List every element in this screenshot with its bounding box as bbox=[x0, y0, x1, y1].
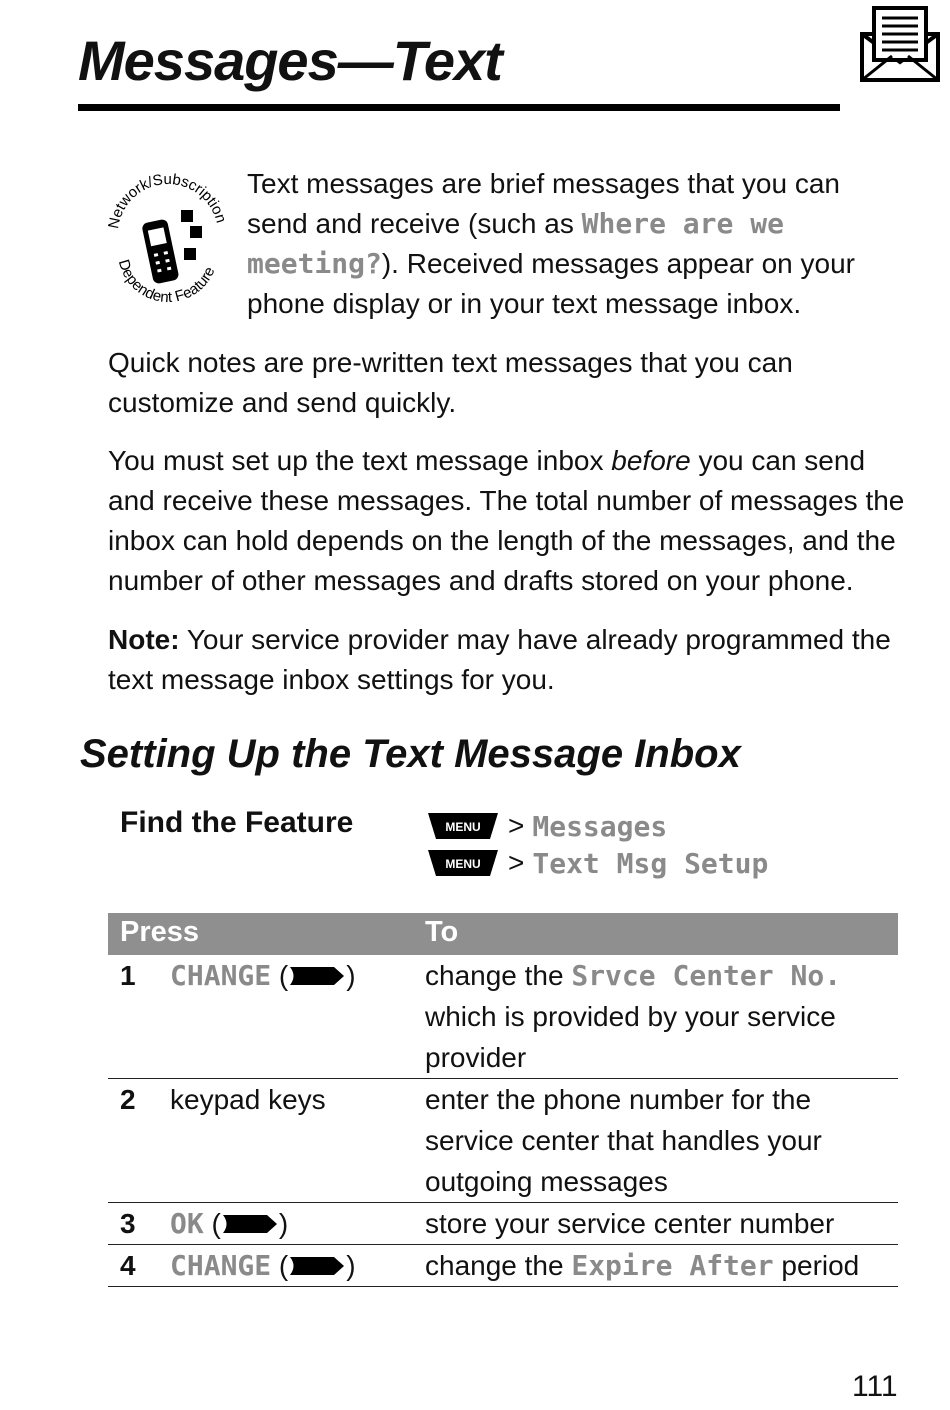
setup-paragraph: You must set up the text message inbox before you can send and receive these messages. The total number of messages the inbox can hold depends on the length of the messages, and the number of other messages and drafts stored on your phone. bbox=[108, 445, 905, 596]
setting-name: Srvce Center No. bbox=[571, 959, 842, 992]
press-cell: OK ( ) bbox=[170, 1207, 289, 1240]
find-the-feature-label: Find the Feature bbox=[120, 806, 354, 839]
step-number: 4 bbox=[120, 1250, 136, 1281]
press-cell: keypad keys bbox=[170, 1084, 326, 1115]
feature-path-step bbox=[428, 808, 667, 844]
envelope-letter-icon bbox=[858, 4, 942, 86]
step-number: 2 bbox=[120, 1084, 136, 1115]
step-number: 1 bbox=[120, 960, 136, 991]
feature-path-step bbox=[428, 845, 768, 881]
to-cell: store your service center number bbox=[425, 1208, 835, 1239]
softkey-label: OK bbox=[170, 1207, 204, 1240]
table-header bbox=[108, 913, 898, 955]
path-item-messages: Messages bbox=[532, 809, 668, 843]
table-row bbox=[108, 1203, 898, 1245]
badge-bottom-text: Dependent Feature bbox=[114, 257, 219, 307]
header-to: To bbox=[425, 916, 459, 948]
menu-key-icon bbox=[428, 813, 498, 839]
path-item-text-msg-setup: Text Msg Setup bbox=[532, 846, 769, 880]
title-rule bbox=[78, 104, 840, 111]
network-subscription-dependent-feature-icon bbox=[104, 168, 230, 308]
section-title: Setting Up the Text Message Inbox bbox=[80, 732, 741, 776]
intro-paragraph: Text messages are brief messages that you can send and receive (such as Where are we meeting?). Received messages appear on your phone display or in your text message inbox. bbox=[247, 168, 856, 319]
softkey-label: CHANGE bbox=[170, 1249, 272, 1282]
svg-text:MENU: MENU bbox=[445, 857, 481, 871]
to-cell: change the Srvce Center No. which is provided by your service provider bbox=[425, 959, 842, 1073]
softkey-label: CHANGE bbox=[170, 959, 272, 992]
table-row bbox=[108, 1079, 898, 1203]
badge-top-text: Network/Subscription bbox=[105, 170, 230, 231]
press-cell: CHANGE ( ) bbox=[170, 1249, 356, 1282]
path-separator: > bbox=[508, 847, 525, 878]
instructions-table bbox=[108, 913, 898, 1287]
page-number: 111 bbox=[852, 1370, 898, 1403]
quick-notes-paragraph: Quick notes are pre-written text messages that you can customize and send quickly. bbox=[108, 347, 793, 418]
right-softkey-icon bbox=[288, 1255, 346, 1277]
emphasis-before: before bbox=[611, 445, 691, 476]
example-message: Where are we meeting? bbox=[247, 207, 784, 280]
step-number: 3 bbox=[120, 1208, 136, 1239]
svg-text:MENU: MENU bbox=[445, 820, 481, 834]
path-separator: > bbox=[508, 810, 525, 841]
page-title: Messages—Text bbox=[78, 29, 502, 92]
press-cell: CHANGE ( ) bbox=[170, 959, 356, 992]
svg-text:Network/Subscription bbox=[105, 171, 229, 230]
table-row bbox=[108, 1245, 898, 1287]
note-label: Note: bbox=[108, 624, 180, 655]
header-press: Press bbox=[120, 916, 200, 948]
setting-name: Expire After bbox=[571, 1249, 774, 1282]
right-softkey-icon bbox=[221, 1213, 279, 1235]
right-softkey-icon bbox=[288, 965, 346, 987]
to-cell: enter the phone number for the service center that handles your outgoing messages bbox=[425, 1084, 822, 1197]
note-paragraph: Note: Your service provider may have already programmed the text message inbox settings for you. bbox=[108, 624, 891, 695]
menu-key-icon bbox=[428, 850, 498, 876]
table-row bbox=[108, 955, 898, 1079]
to-cell: change the Expire After period bbox=[425, 1249, 860, 1282]
